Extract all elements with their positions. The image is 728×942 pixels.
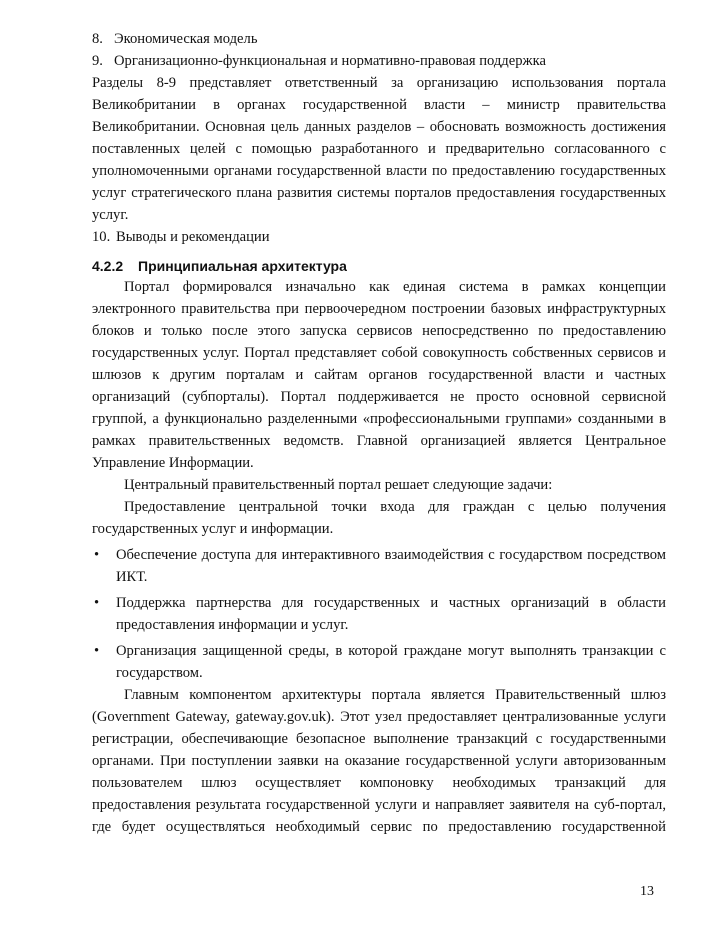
list-number: 10. [92, 229, 111, 245]
text-line: услуг. [92, 207, 129, 223]
text-line [92, 544, 666, 566]
text-line: органами. При поступлении заявки на оказание государственной услуги авторизованным [92, 753, 666, 769]
bullet-list [92, 544, 666, 684]
paragraph [92, 496, 666, 540]
document-page [92, 28, 666, 838]
text-line: поставленных целей с помощью разработанного и предварительно согласованного с [92, 141, 666, 157]
list-text: Экономическая модель [114, 31, 258, 47]
text-line: уполномоченными органами государственной власти по предоставлению государственных [92, 163, 666, 179]
text-line [92, 592, 666, 614]
list-item [92, 226, 666, 248]
text-line: Великобритании. Основная цель данных разделов – обосновать возможность достижения [92, 119, 666, 135]
text-line: регистрации, обеспечивающие безопасное выполнение транзакций с государственными [92, 731, 666, 747]
page-number: 13 [640, 884, 654, 899]
text-line: группой, а функционально разделенными «профессиональными группами» созданными в [92, 411, 666, 427]
text-line: Предоставление центральной точки входа для граждан с целью получения [124, 499, 666, 515]
bullet-item [92, 592, 666, 636]
list-number: 9. [92, 53, 103, 69]
paragraph [92, 72, 666, 226]
paragraph [92, 276, 666, 474]
text-line: электронного правительства при первоочередном построении базовых инфраструктурных [92, 301, 666, 317]
text-line: государственных услуг и информации. [92, 521, 334, 537]
text-line: Разделы 8-9 представляет ответственный за организацию использования портала [92, 75, 666, 91]
text-line: услуг стратегического плана развития системы порталов предоставления государственных [92, 185, 666, 201]
text-line: где будет осуществляться необходимый сервис по предоставлению государственной [92, 819, 666, 835]
section-title: Принципиальная архитектура [138, 258, 347, 274]
bullet-item [92, 544, 666, 588]
text-line: ИКТ. [116, 569, 148, 585]
text-line: государственных услуг. Портал представляет собой совокупность собственных сервисов и [92, 345, 666, 361]
text-line: Портал формировался изначально как единая система в рамках концепции [124, 279, 666, 295]
section-heading [92, 252, 666, 276]
text-line: предоставления результата государственной услуги и направляет заявителя на суб-портал, [92, 797, 666, 813]
list-item [92, 28, 666, 50]
list-item [92, 50, 666, 72]
text-line: предоставления информации и услуг. [116, 617, 349, 633]
text-line: Центральный правительственный портал решает следующие задачи: [124, 477, 553, 493]
list-text: Выводы и рекомендации [116, 229, 270, 245]
text-line: организаций (субпорталы). Портал поддерживается не просто основной сервисной [92, 389, 666, 405]
bullet-icon: • [94, 547, 100, 563]
text-line: блоков и только после этого запуска сервисов непосредственно по предоставлению [92, 323, 666, 339]
section-number: 4.2.2 [92, 258, 124, 274]
text-line [92, 640, 666, 662]
bullet-item [92, 640, 666, 684]
bullet-icon: • [94, 643, 100, 659]
bullet-text: Обеспечение доступа для интерактивного взаимодействия с государством посредством [116, 547, 666, 563]
text-line: шлюзов к другим порталам и сайтам органов государственной власти и частных [92, 367, 666, 383]
text-line: Управление Информации. [92, 455, 254, 471]
bullet-text: Организация защищенной среды, в которой граждане могут выполнять транзакции с [116, 643, 666, 659]
bullet-text: Поддержка партнерства для государственных и частных организаций в области [116, 595, 666, 611]
list-text: Организационно-функциональная и нормативно-правовая поддержка [114, 53, 546, 69]
paragraph [92, 684, 666, 838]
bullet-icon: • [94, 595, 100, 611]
text-line: пользователем шлюз осуществляет компоновку необходимых транзакций для [92, 775, 666, 791]
text-line: (Government Gateway, gateway.gov.uk). Этот узел предоставляет централизованные услуги [92, 709, 666, 725]
text-line: Главным компонентом архитектуры портала является Правительственный шлюз [124, 687, 666, 703]
list-number: 8. [92, 31, 103, 47]
text-line: Великобритании в органах государственной власти – министр правительства [92, 97, 666, 113]
text-line: государством. [116, 665, 203, 681]
text-line: рамках правительственных ведомств. Главной организацией является Центральное [92, 433, 666, 449]
